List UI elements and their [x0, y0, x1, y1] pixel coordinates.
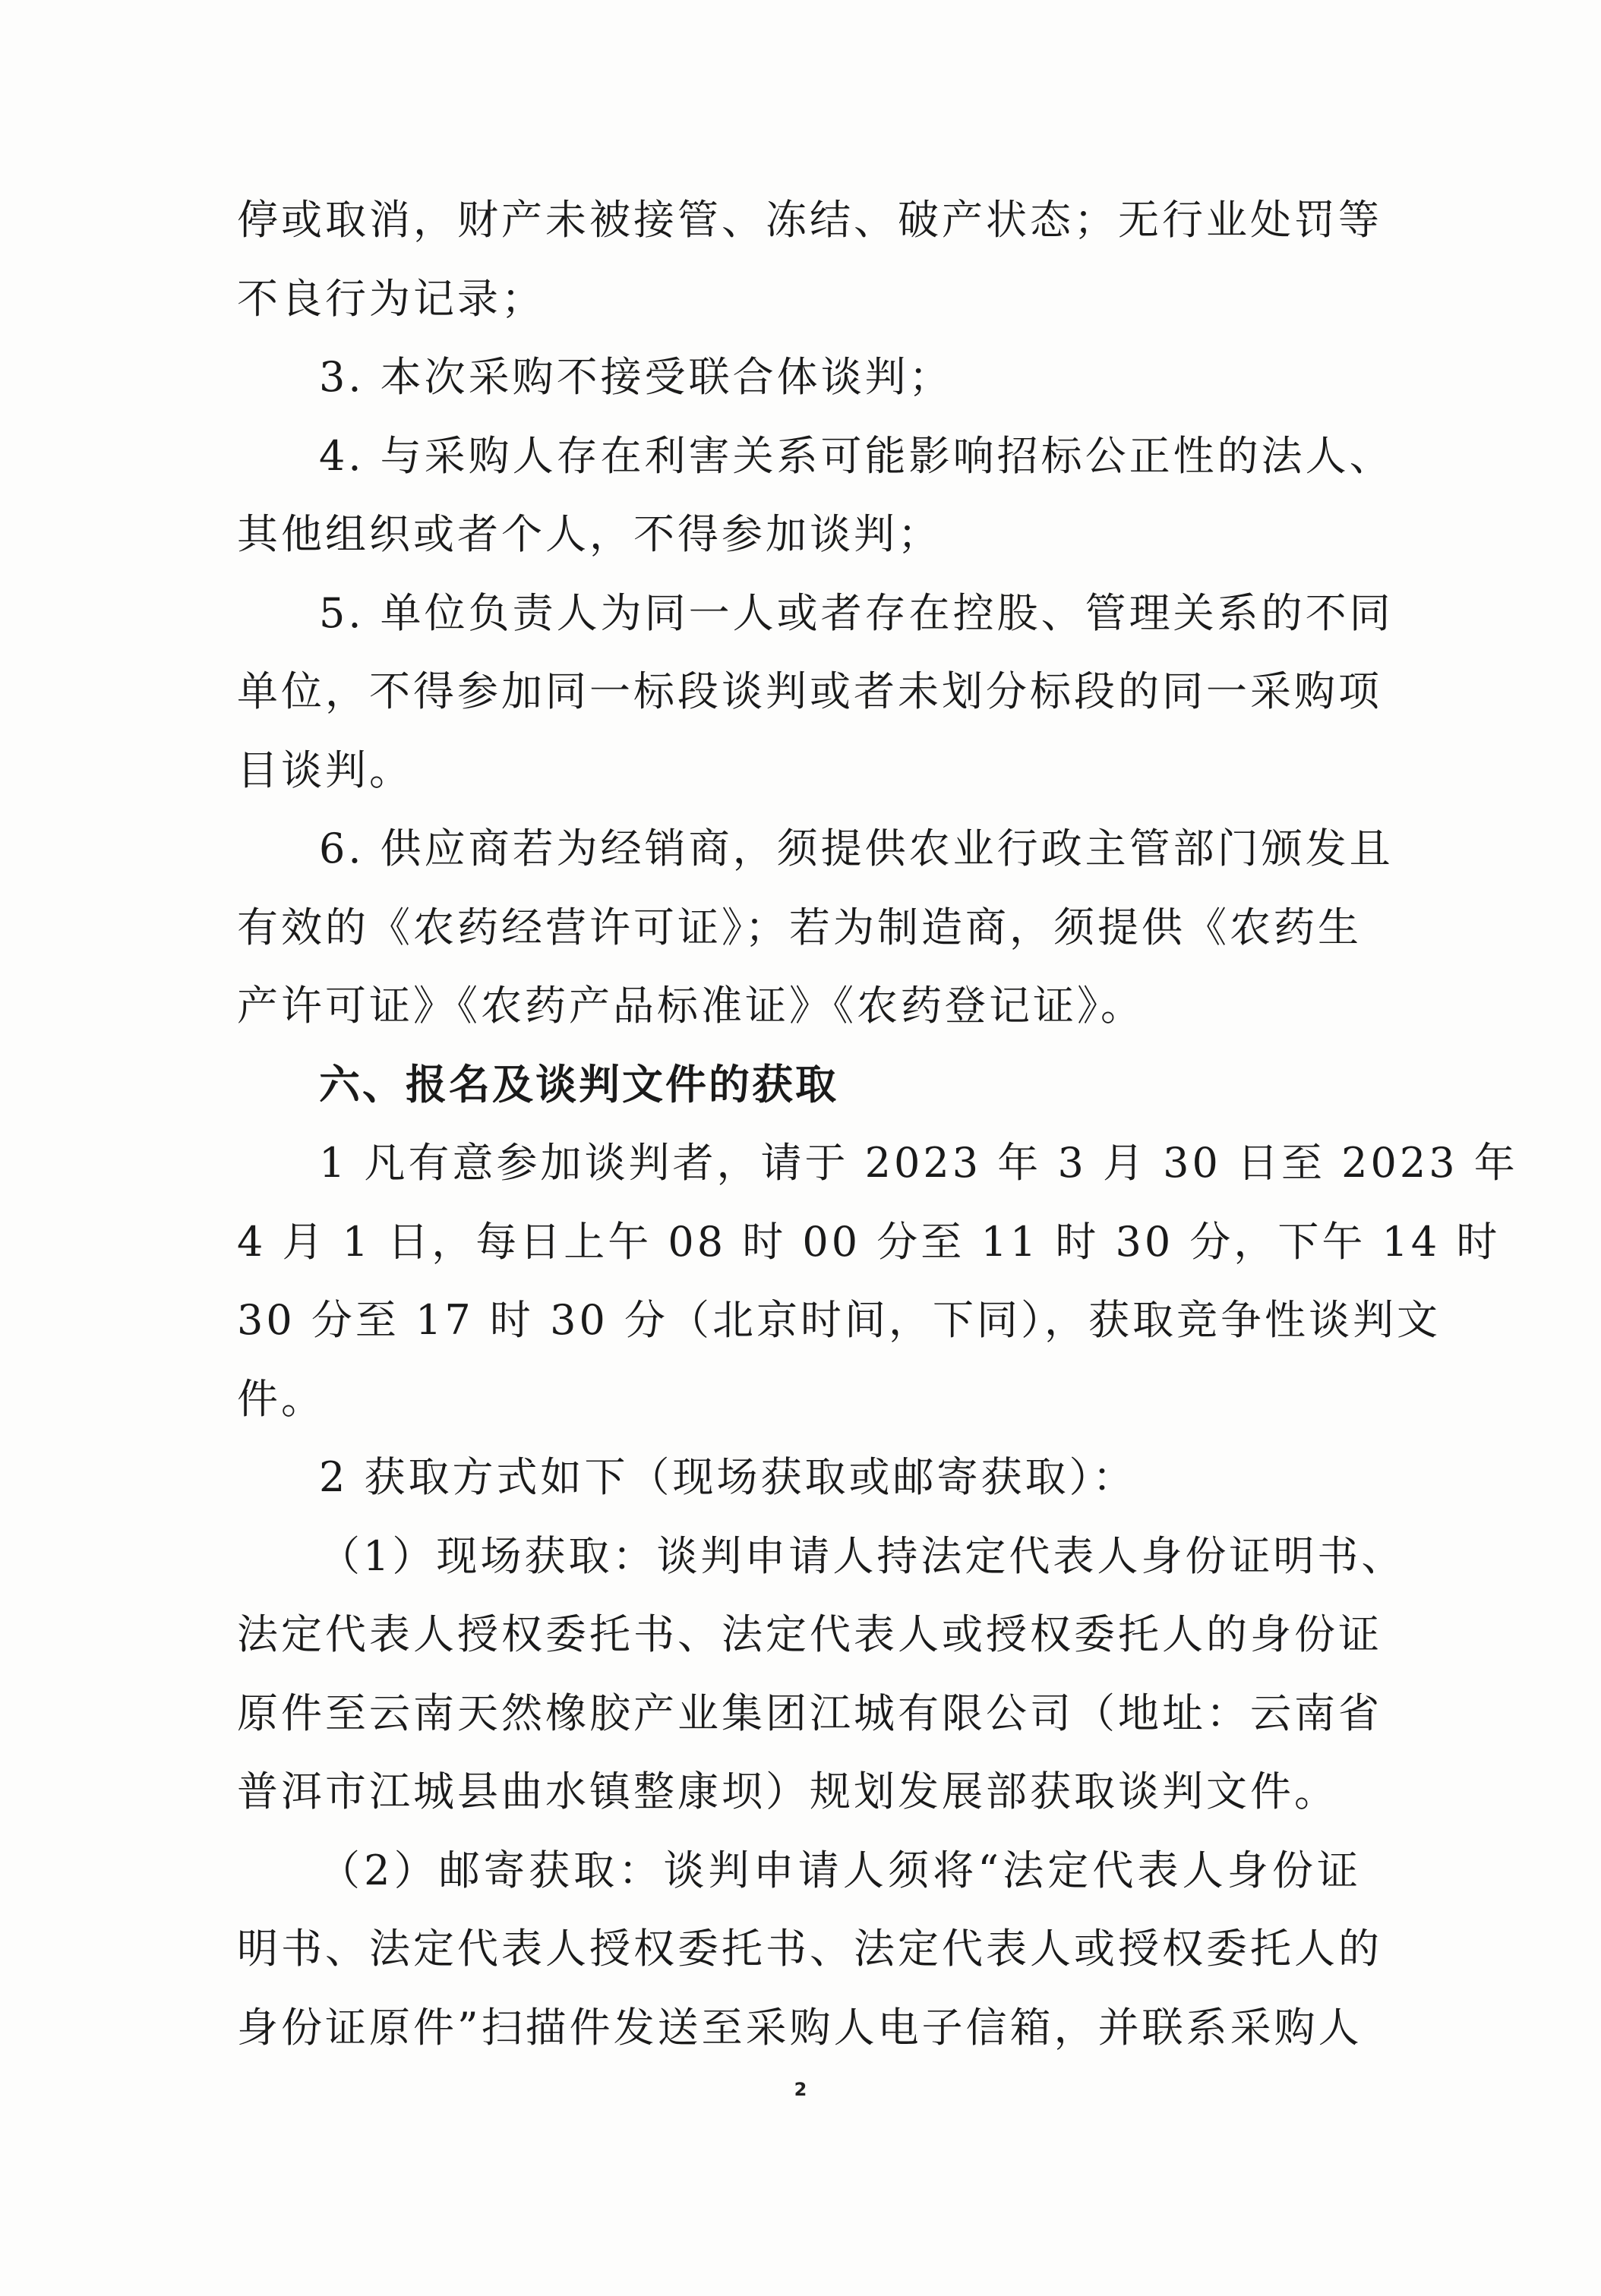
text-line: 法定代表人授权委托书、法定代表人或授权委托人的身份证	[237, 1610, 1382, 1658]
text-line: 单位，不得参加同一标段谈判或者未划分标段的同一采购项	[237, 667, 1382, 715]
page-number: 2	[794, 2079, 807, 2100]
text-line: 30 分至 17 时 30 分（北京时间，下同），获取竞争性谈判文	[237, 1296, 1441, 1344]
text-line: （1）现场获取：谈判申请人持法定代表人身份证明书、	[319, 1531, 1406, 1580]
text-line: 3. 本次采购不接受联合体谈判；	[319, 353, 953, 401]
section-heading: 六、报名及谈判文件的获取	[319, 1060, 838, 1109]
text-line: 4. 与采购人存在利害关系可能影响招标公正性的法人、	[319, 431, 1394, 480]
text-line: 不良行为记录；	[237, 274, 545, 323]
text-line: 4 月 1 日，每日上午 08 时 00 分至 11 时 30 分，下午 14 时	[237, 1217, 1501, 1266]
text-line: （2）邮寄获取：谈判申请人须将“法定代表人身份证	[319, 1846, 1361, 1894]
text-line: 件。	[237, 1374, 325, 1423]
text-line: 身份证原件”扫描件发送至采购人电子信箱，并联系采购人	[237, 2003, 1363, 2052]
text-line: 普洱市江城县曲水镇整康坝）规划发展部获取谈判文件。	[237, 1768, 1338, 1815]
text-line: 目谈判。	[237, 746, 413, 794]
document-body	[237, 181, 1518, 2067]
text-line: 2 获取方式如下（现场获取或邮寄获取）：	[319, 1453, 1137, 1501]
text-line: 有效的《农药经营许可证》；若为制造商，须提供《农药生	[237, 903, 1362, 951]
text-line: 6. 供应商若为经销商，须提供农业行政主管部门颁发且	[319, 825, 1394, 872]
text-line: 1 凡有意参加谈判者，请于 2023 年 3 月 30 日至 2023 年	[319, 1139, 1518, 1187]
text-line: 停或取消，财产未被接管、冻结、破产状态；无行业处罚等	[237, 196, 1382, 244]
text-line: 明书、法定代表人授权委托书、法定代表人或授权委托人的	[237, 1925, 1382, 1973]
text-line: 原件至云南天然橡胶产业集团江城有限公司（地址：云南省	[237, 1689, 1382, 1737]
text-line: 其他组织或者个人，不得参加谈判；	[237, 510, 942, 558]
text-line: 5. 单位负责人为同一人或者存在控股、管理关系的不同	[319, 588, 1394, 637]
text-line: 产许可证》《农药产品标准证》《农药登记证》。	[237, 982, 1145, 1030]
